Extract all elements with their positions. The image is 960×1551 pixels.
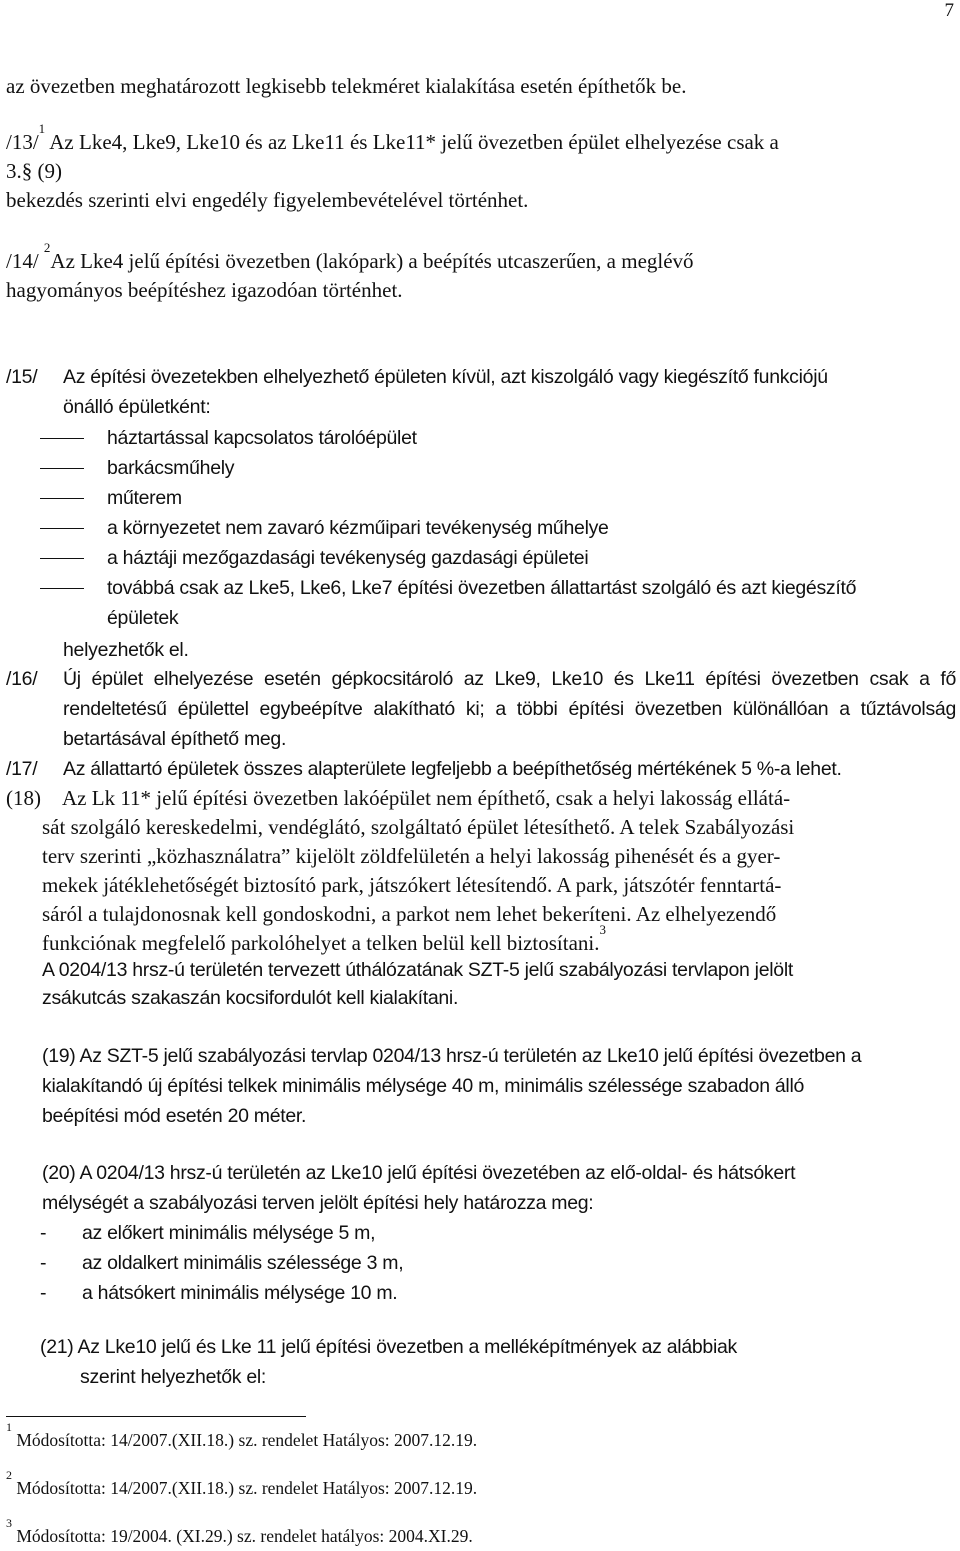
list-item: háztartással kapcsolatos tárolóépület [0,423,960,453]
dash-bullet: - [40,1282,47,1304]
paragraph-18-line1: Az Lk 11* jelű építési övezetben lakóépület nem építhető, csak a helyi lakosság ellátá- [62,786,791,810]
dash-bullet [40,498,84,499]
paragraph-21-line2: szerint helyezhetők el: [80,1366,267,1388]
paragraph-13-number: /13/ [6,130,39,154]
footnote-ref-2: 2 [43,240,51,255]
paragraph-15 [0,362,960,662]
list-item-continuation: épületek [107,607,179,629]
paragraph-13-line3: bekezdés szerinti elvi engedély figyelembevételével történhet. [6,188,529,212]
list-item: - az oldalkert minimális szélessége 3 m, [0,1248,960,1278]
paragraph-14 [6,240,956,305]
paragraph-16 [0,664,960,756]
footnote-2: $^2$ Módosította: 14/2007.(XII.18.) sz. rendelet Hatályos: 2007.12.19. [6,1468,478,1498]
dash-bullet [40,558,84,559]
paragraph-14-line1: Az Lke4 jelű építési övezetben (lakópark) a beépítés utcaszerűen, a meglévő [50,249,694,273]
dash-bullet: - [40,1222,47,1244]
paragraph-18-number: (18) [6,786,41,810]
paragraph-13 [6,121,956,215]
dash-bullet [40,438,84,439]
paragraph-21 [0,1332,960,1392]
paragraph-18-sans-line1: A 0204/13 hrsz-ú területén tervezett úthálózatának SZT-5 jelű szabályozási tervlapon jelölt [42,959,793,981]
paragraph-16-number: /16/ [6,668,38,690]
paragraph-20-line2: mélységét a szabályozási terven jelölt építési hely határozza meg: [42,1192,594,1214]
paragraph-16-text: Új épület elhelyezése esetén gépkocsitároló az Lke9, Lke10 és Lke11 építési övezetben csak a fő rendeltetésű épülettel egybeépítve alakítható ki; a többi építési övezetben különállóan a tűztávolság betartásával építhető meg. [63,668,956,750]
paragraph-18-line6: funkciónak megfelelő parkolóhelyet a telken belül kell biztosítani.$^3$ [42,922,606,955]
dash-bullet [40,528,84,529]
paragraph-19-line2: kialakítandó új építési telkek minimális mélysége 40 m, minimális szélessége szabadon álló [42,1075,805,1097]
list-item: - az előkert minimális mélysége 5 m, [0,1218,960,1248]
paragraph-13-line2: 3.§ (9) [6,159,62,183]
paragraph-18-sans-line2: zsákutcás szakaszán kocsifordulót kell kialakítani. [42,987,459,1009]
dash-bullet [40,468,84,469]
paragraph-15-line2: önálló épületként: [63,396,211,418]
paragraph-intro: az övezetben meghatározott legkisebb telekméret kialakítása esetén építhetők be. [6,74,687,98]
page-number: 7 [944,0,954,21]
paragraph-18-line3: terv szerinti „közhasználatra” kijelölt zöldfelületén a helyi lakosság pihenését és a gyer- [42,844,781,868]
paragraph-19-line3: beépítési mód esetén 20 méter. [42,1105,307,1127]
footnote-1: $^1$ Módosította: 14/2007.(XII.18.) sz. rendelet Hatályos: 2007.12.19. [6,1420,478,1450]
paragraph-14-line2: hagyományos beépítéshez igazodóan történhet. [6,278,403,302]
footnote-ref-3: 3 [599,922,606,937]
footnote-ref-1: 1 [38,121,46,136]
paragraph-20-line1: (20) A 0204/13 hrsz-ú területén az Lke10 jelű építési övezetében az elő-oldal- és hátsókert [42,1162,796,1184]
list-item: barkácsműhely [0,453,960,483]
paragraph-17-number: /17/ [6,758,38,780]
paragraph-20 [0,1158,960,1308]
list-item: műterem [0,483,960,513]
paragraph-15-number: /15/ [6,366,38,388]
paragraph-18-line4: mekek játéklehetőségét biztosító park, játszókert létesítendő. A park, játszótér fenntartá- [42,873,782,897]
list-item: a környezetet nem zavaró kézműipari tevékenység műhelye [0,513,960,543]
paragraph-15-line1: Az építési övezetekben elhelyezhető épületen kívül, azt kiszolgáló vagy kiegészítő funkciójú [63,366,828,388]
paragraph-21-line1: (21) Az Lke10 jelű és Lke 11 jelű építési övezetben a melléképítmények az alábbiak [40,1336,737,1358]
dash-bullet: - [40,1252,47,1274]
paragraph-17-text: Az állattartó épületek összes alapterülete legfeljebb a beépíthetőség mértékének 5 %-a lehet. [63,758,842,780]
footnote-separator [6,1416,306,1417]
list-item: a háztáji mezőgazdasági tevékenység gazdasági épületei [0,543,960,573]
list-item: - a hátsókert minimális mélysége 10 m. [0,1278,960,1308]
dash-bullet [40,588,84,589]
paragraph-19 [42,1041,861,1131]
paragraph-14-number: /14/ [6,249,44,273]
paragraph-18-line5: sáról a tulajdonosnak kell gondoskodni, a parkot nem lehet bekeríteni. Az elhelyezendő [42,902,777,926]
paragraph-18-line2: sát szolgáló kereskedelmi, vendéglátó, szolgáltató épület létesíthető. A telek Szabályozási [42,815,795,839]
paragraph-13-line1: Az Lke4, Lke9, Lke10 és az Lke11 és Lke11* jelű övezetben épület elhelyezése csak a [45,130,779,154]
paragraph-15-list [0,423,960,633]
list-item: továbbá csak az Lke5, Lke6, Lke7 építési övezetben állattartást szolgáló és azt kiegészítő [0,573,960,603]
paragraph-15-tail: helyezhetők el. [63,639,189,661]
footnote-3: $^3$ Módosította: 19/2004. (XI.29.) sz. rendelet hatályos: 2004.XI.29. [6,1516,473,1546]
paragraph-19-line1: (19) Az SZT-5 jelű szabályozási tervlap 0204/13 hrsz-ú területén az Lke10 jelű építési övezetben a [42,1045,862,1067]
paragraph-17 [0,754,960,784]
